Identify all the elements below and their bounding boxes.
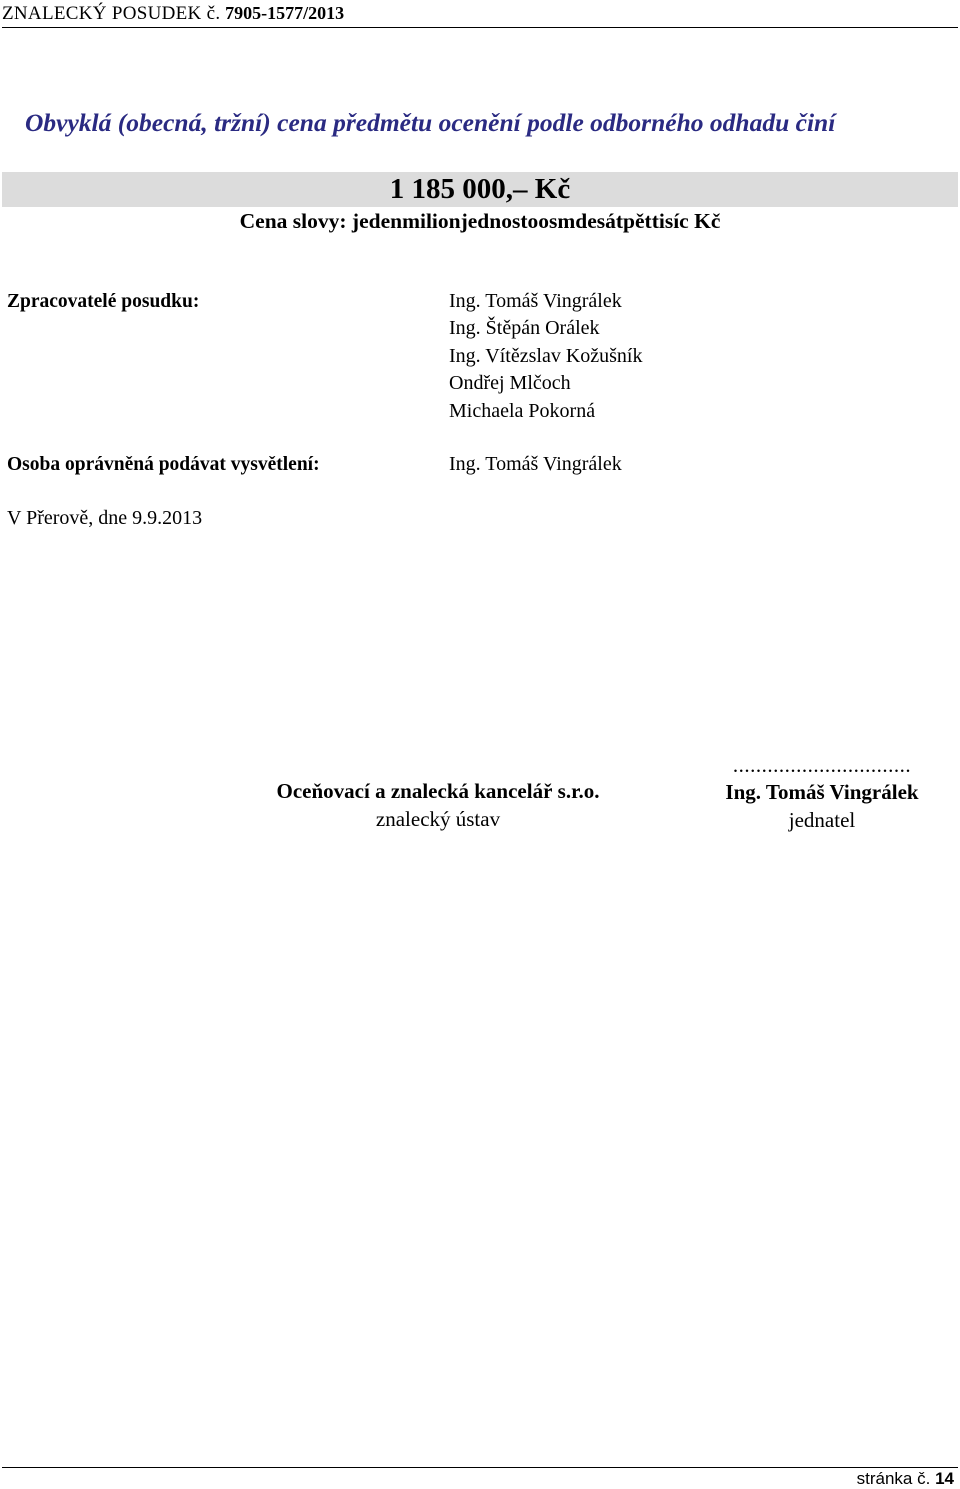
author-name: Michaela Pokorná: [449, 399, 596, 422]
price-words-value: jedenmilionjednostoosmdesátpěttisíc Kč: [351, 209, 721, 233]
signatory-role: jednatel: [788, 808, 856, 832]
document-label: ZNALECKÝ POSUDEK č.: [2, 3, 221, 24]
place-and-date: V Přerově, dne 9.9.2013: [7, 507, 203, 529]
author-name: Ing. Vítězslav Kožušník: [449, 344, 643, 367]
document-number: 7905-1577/2013: [225, 3, 345, 23]
page-number: 14: [935, 1469, 954, 1488]
author-name: Ing. Tomáš Vingrálek: [449, 290, 622, 312]
signature-line: ...............................: [732, 753, 912, 777]
authors-label: Zpracovatelé posudku:: [7, 291, 200, 312]
person-signature-block: [706, 753, 938, 834]
signatory-name: Ing. Tomáš Vingrálek: [725, 780, 919, 804]
page-label: stránka č.: [856, 1469, 931, 1488]
authors-list: [449, 288, 643, 425]
price-words-label: Cena slovy:: [239, 209, 347, 233]
footer-divider: [2, 1467, 958, 1468]
authorized-person-name: Ing. Tomáš Vingrálek: [449, 453, 622, 475]
page-header: [2, 0, 958, 28]
author-name: Ondřej Mlčoch: [449, 372, 571, 395]
page-footer: [857, 1469, 954, 1489]
price-headline: Obvyklá (obecná, tržní) cena předmětu ocenění podle odborného odhadu činí: [25, 108, 836, 137]
author-name: Ing. Štěpán Orálek: [449, 317, 600, 340]
firm-type: znalecký ústav: [375, 807, 501, 831]
firm-name: Oceňovací a znalecká kancelář s.r.o.: [276, 779, 600, 803]
price-in-words: [2, 207, 958, 235]
price-amount: 1 185 000,– Kč: [2, 172, 958, 207]
authorized-person-label: Osoba oprávněná podávat vysvětlení:: [7, 454, 320, 475]
firm-signature-block: [220, 777, 656, 833]
